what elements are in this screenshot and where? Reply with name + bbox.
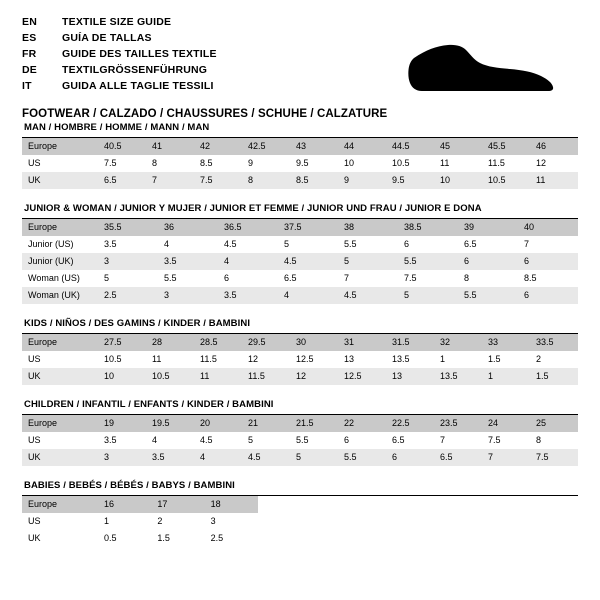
cell: 4.5 [278, 253, 338, 270]
table-row [22, 449, 578, 466]
cell: 46 [530, 138, 578, 155]
cell: 5 [338, 253, 398, 270]
cell: 43 [290, 138, 338, 155]
size-table-man [22, 138, 578, 189]
footwear-category-line: FOOTWEAR / CALZADO / CHAUSSURES / SCHUHE / CALZATURE [22, 108, 388, 120]
cell: 5 [398, 287, 458, 304]
cell-empty [258, 530, 311, 547]
cell: 6 [458, 253, 518, 270]
row-label: Woman (UK) [22, 287, 98, 304]
language-row [22, 64, 217, 80]
section-title: KIDS / NIÑOS / DES GAMINS / KINDER / BAMBINI [24, 318, 251, 329]
cell: 42 [194, 138, 242, 155]
section-title: MAN / HOMBRE / HOMME / MANN / MAN [24, 122, 210, 133]
cell-empty [418, 530, 471, 547]
cell: 5.5 [338, 449, 386, 466]
language-code: ES [22, 32, 37, 44]
cell-empty [471, 496, 524, 513]
cell: 6.5 [464, 239, 477, 249]
cell: 6 [224, 273, 230, 283]
cell: 3.5 [104, 435, 117, 445]
cell-empty [365, 513, 418, 530]
row-label: UK [28, 533, 41, 543]
cell: 11.5 [242, 368, 290, 385]
cell: 12 [248, 354, 259, 364]
cell-empty [471, 530, 524, 547]
section-kids [22, 318, 578, 385]
row-label: Europe [22, 219, 98, 236]
row-label: UK [22, 368, 98, 385]
cell: 5 [104, 273, 110, 283]
cell: 6 [404, 239, 410, 249]
cell: 4.5 [242, 449, 290, 466]
cell: 1 [440, 354, 446, 364]
section-title: JUNIOR & WOMAN / JUNIOR Y MUJER / JUNIOR ET FEMME / JUNIOR UND FRAU / JUNIOR E DONA [24, 203, 482, 214]
cell: 10 [98, 368, 146, 385]
cell: 41 [146, 138, 194, 155]
cell: 23.5 [434, 415, 482, 432]
cell: 11 [194, 368, 242, 385]
cell: 13 [344, 354, 355, 364]
cell: 35.5 [98, 219, 158, 236]
cell: 4 [218, 253, 278, 270]
dress-shoe-icon [370, 28, 570, 100]
cell: 3 [210, 516, 216, 526]
cell: 3 [158, 287, 218, 304]
cell: 5.5 [296, 435, 309, 445]
cell: 7.5 [194, 172, 242, 189]
row-label: US [28, 516, 41, 526]
table-row [22, 415, 578, 432]
cell: 16 [98, 496, 151, 513]
table-row [22, 253, 578, 270]
cell: 8.5 [200, 158, 213, 168]
cell: 27.5 [98, 334, 146, 351]
cell: 5 [290, 449, 338, 466]
cell: 9.5 [296, 158, 309, 168]
cell: 12.5 [338, 368, 386, 385]
size-table-children [22, 415, 578, 466]
section-title: BABIES / BEBÉS / BÉBÉS / BABYS / BAMBINI [24, 480, 235, 491]
cell: 17 [151, 496, 204, 513]
cell: 33 [482, 334, 530, 351]
language-code: EN [22, 16, 37, 28]
cell: 7 [524, 239, 530, 249]
cell: 45 [434, 138, 482, 155]
cell: 5 [284, 239, 290, 249]
cell: 22 [338, 415, 386, 432]
cell: 38 [338, 219, 398, 236]
cell: 13 [386, 368, 434, 385]
language-row [22, 16, 217, 32]
cell: 45.5 [482, 138, 530, 155]
cell: 4 [152, 435, 158, 445]
cell: 11 [152, 354, 162, 364]
cell-empty [311, 530, 364, 547]
cell: 44 [338, 138, 386, 155]
cell: 4.5 [338, 287, 398, 304]
cell: 29.5 [242, 334, 290, 351]
cell: 22.5 [386, 415, 434, 432]
cell: 7.5 [488, 435, 501, 445]
cell: 10.5 [146, 368, 194, 385]
cell: 7.5 [404, 273, 417, 283]
cell: 7.5 [530, 449, 578, 466]
section-title: CHILDREN / INFANTIL / ENFANTS / KINDER / BAMBINI [24, 399, 274, 410]
cell: 8.5 [290, 172, 338, 189]
cell-empty [258, 496, 311, 513]
cell: 7 [146, 172, 194, 189]
cell: 32 [434, 334, 482, 351]
cell-empty [418, 496, 471, 513]
cell: 19 [98, 415, 146, 432]
row-label: Europe [22, 334, 98, 351]
cell: 5 [248, 435, 254, 445]
cell: 4 [164, 239, 170, 249]
language-code: IT [22, 80, 32, 92]
language-code: DE [22, 64, 37, 76]
table-row [22, 219, 578, 236]
cell: 28 [146, 334, 194, 351]
cell: 11 [530, 172, 578, 189]
cell: 8.5 [524, 273, 537, 283]
cell: 1.5 [157, 533, 170, 543]
cell-empty [311, 513, 364, 530]
row-label: UK [22, 172, 98, 189]
cell: 44.5 [386, 138, 434, 155]
row-label: Junior (US) [28, 239, 74, 249]
cell: 7 [440, 435, 446, 445]
cell: 10.5 [482, 172, 530, 189]
cell: 37.5 [278, 219, 338, 236]
cell: 5.5 [458, 287, 518, 304]
cell: 6 [518, 287, 578, 304]
row-label: Woman (US) [28, 273, 80, 283]
cell: 12 [536, 158, 547, 168]
cell: 5.5 [398, 253, 458, 270]
cell: 2 [536, 354, 542, 364]
cell: 28.5 [194, 334, 242, 351]
cell: 5.5 [164, 273, 177, 283]
table-row [22, 138, 578, 155]
cell: 9.5 [386, 172, 434, 189]
size-table-junior-woman [22, 219, 578, 304]
table-row [22, 334, 578, 351]
cell: 1.5 [530, 368, 578, 385]
size-table-kids [22, 334, 578, 385]
cell: 25 [530, 415, 578, 432]
table-row [22, 155, 578, 172]
cell: 38.5 [398, 219, 458, 236]
table-row [22, 513, 578, 530]
cell: 2.5 [210, 533, 224, 543]
cell-empty [311, 496, 364, 513]
row-label: UK [22, 449, 98, 466]
language-title: GUÍA DE TALLAS [62, 32, 152, 44]
section-man [22, 122, 578, 189]
cell: 30 [290, 334, 338, 351]
cell: 1.5 [488, 354, 501, 364]
table-row [22, 351, 578, 368]
cell: 9 [248, 158, 254, 168]
size-table-babies [22, 496, 578, 547]
cell: 7 [482, 449, 530, 466]
table-row [22, 236, 578, 253]
cell: 7.5 [104, 158, 117, 168]
language-row [22, 48, 217, 64]
cell: 6.5 [434, 449, 482, 466]
cell: 2.5 [98, 287, 158, 304]
table-row [22, 432, 578, 449]
cell: 10.5 [392, 158, 410, 168]
cell: 31.5 [386, 334, 434, 351]
table-row [22, 270, 578, 287]
row-label: Europe [22, 138, 98, 155]
header [22, 16, 578, 120]
cell: 11.5 [488, 158, 505, 168]
cell: 4.5 [200, 435, 213, 445]
row-label: US [28, 354, 41, 364]
cell: 11.5 [200, 354, 217, 364]
cell: 6.5 [284, 273, 297, 283]
cell: 39 [458, 219, 518, 236]
table-row [22, 496, 578, 513]
language-title-list [22, 16, 217, 96]
cell-empty [525, 496, 578, 513]
cell: 9 [338, 172, 386, 189]
table-row [22, 287, 578, 304]
row-label: Europe [22, 415, 98, 432]
cell: 20 [194, 415, 242, 432]
cell: 24 [482, 415, 530, 432]
cell: 6 [344, 435, 350, 445]
cell: 21.5 [290, 415, 338, 432]
cell-empty [525, 530, 578, 547]
cell: 4 [278, 287, 338, 304]
cell: 12.5 [296, 354, 314, 364]
cell: 3 [98, 449, 146, 466]
section-babies [22, 480, 578, 547]
cell: 8 [242, 172, 290, 189]
row-label: Europe [22, 496, 98, 513]
cell: 8 [536, 435, 542, 445]
cell: 8 [464, 273, 470, 283]
cell-empty [471, 513, 524, 530]
language-title: TEXTILGRÖSSENFÜHRUNG [62, 64, 208, 76]
cell: 6 [518, 253, 578, 270]
cell: 40.5 [98, 138, 146, 155]
language-row [22, 80, 217, 96]
section-children [22, 399, 578, 466]
cell: 4.5 [224, 239, 237, 249]
cell: 0.5 [104, 533, 117, 543]
row-label: US [28, 435, 41, 445]
cell: 31 [338, 334, 386, 351]
cell: 12 [290, 368, 338, 385]
cell: 13.5 [392, 354, 410, 364]
cell: 3 [98, 253, 158, 270]
cell: 2 [157, 516, 163, 526]
cell: 3.5 [104, 239, 117, 249]
cell: 4 [194, 449, 242, 466]
language-title: TEXTILE SIZE GUIDE [62, 16, 172, 28]
cell: 7 [344, 273, 350, 283]
language-code: FR [22, 48, 37, 60]
row-label: Junior (UK) [22, 253, 98, 270]
cell: 3.5 [158, 253, 218, 270]
cell: 1 [482, 368, 530, 385]
language-title: GUIDE DES TAILLES TEXTILE [62, 48, 217, 60]
cell: 6 [386, 449, 434, 466]
row-label: US [28, 158, 41, 168]
cell-empty [525, 513, 578, 530]
section-junior-woman [22, 203, 578, 304]
cell-empty [365, 496, 418, 513]
cell: 3.5 [218, 287, 278, 304]
cell: 10.5 [104, 354, 122, 364]
cell: 36 [158, 219, 218, 236]
cell: 13.5 [434, 368, 482, 385]
cell: 11 [440, 158, 450, 168]
cell: 33.5 [530, 334, 578, 351]
language-title: GUIDA ALLE TAGLIE TESSILI [62, 80, 214, 92]
cell: 42.5 [242, 138, 290, 155]
cell: 1 [104, 516, 110, 526]
cell: 6.5 [392, 435, 405, 445]
table-row [22, 530, 578, 547]
cell: 6.5 [98, 172, 146, 189]
cell: 19.5 [146, 415, 194, 432]
cell: 5.5 [344, 239, 357, 249]
cell: 8 [152, 158, 158, 168]
cell: 10 [434, 172, 482, 189]
cell: 36.5 [218, 219, 278, 236]
table-row [22, 368, 578, 385]
cell: 40 [518, 219, 578, 236]
language-row [22, 32, 217, 48]
cell: 10 [344, 158, 355, 168]
cell: 21 [242, 415, 290, 432]
cell: 18 [205, 496, 258, 513]
cell-empty [365, 530, 418, 547]
cell-empty [418, 513, 471, 530]
cell: 3.5 [146, 449, 194, 466]
table-row [22, 172, 578, 189]
cell-empty [258, 513, 311, 530]
